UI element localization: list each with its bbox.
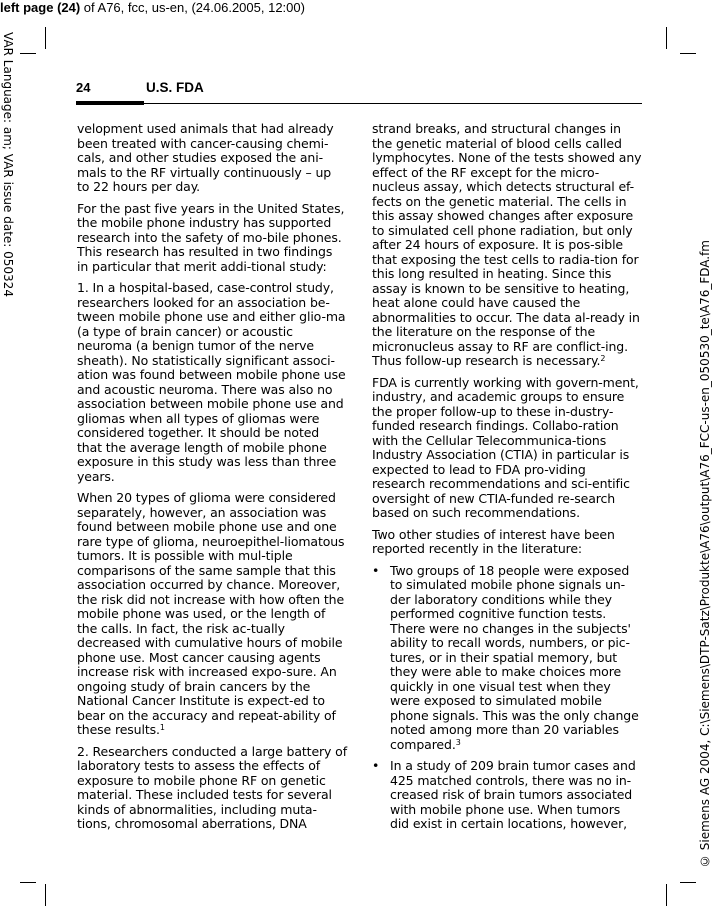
copyright-path-note: © Siemens AG 2004, C:\Siemens\DTP-Satz\Produkte\A76\output\A76_FCC-us-en_050530_te\A76_FDA.fm bbox=[698, 240, 712, 869]
running-header-page-label: left page (24) bbox=[0, 0, 81, 15]
heading-rule-thin bbox=[144, 103, 642, 104]
bullet-icon: • bbox=[372, 562, 380, 578]
left-column bbox=[77, 122, 347, 839]
footnote-ref: 2 bbox=[600, 354, 606, 363]
crop-mark bbox=[45, 27, 46, 49]
paragraph: For the past five years in the United States, the mobile phone industry has supported research into the safety of mo-bile phones. This research has resulted in two findings in particular that merit addi-tional study: bbox=[77, 200, 345, 274]
footnote-ref: 1 bbox=[159, 723, 165, 732]
footnote-ref: 3 bbox=[455, 737, 461, 747]
crop-mark bbox=[666, 884, 667, 906]
paragraph: 1. In a hospital-based, case-control study, researchers looked for an association be-tween mobile phone use and either glio-ma (a type of brain cancer) or acoustic neuroma (a benign tumor of the nerve sheath). No statistically significant associ-ation was found between mobile phone use and acoustic neuroma. There was also no association between mobile phone use and gliomas when all types of gliomas were considered together. It should be noted that the average length of mobile phone exposure in this study was less than three years. bbox=[77, 280, 346, 484]
running-header-details: of A76, fcc, us-en, (24.06.2005, 12:00) bbox=[80, 0, 305, 15]
paragraph: strand breaks, and structural changes in the genetic material of blood cells called lymphocytes. None of the tests showed any effect of the RF except for the micro-nucleus assay, which detects structural ef-fects on the genetic material. The cells in this assay showed changes after exposure to simulated cell phone radiation, but only after 24 hours of exposure. It is pos-sible that exposing the test cells to radia-tion for this long resulted in heating. Since this assay is known to be sensitive to heating, heat alone could have caused the abnormalities to occur. The data al-ready in the literature on the response of the micronucleus assay to RF are conflict-ing. Thus follow-up research is necessary.$^2$ bbox=[372, 121, 642, 368]
paragraph: velopment used animals that had already been treated with cancer-causing chemi-cals, and other studies exposed the ani-mals to the RF virtually continuously – up to 22 hours per day. bbox=[77, 121, 334, 194]
paragraph: 2. Researchers conducted a large battery of laboratory tests to assess the effects of exposure to mobile phone RF on genetic material. These included tests for several kinds of abnormalities, including muta-tions, chromosomal aberrations, DNA bbox=[77, 743, 347, 831]
page-title: U.S. FDA bbox=[146, 80, 204, 95]
bullet-icon: • bbox=[372, 758, 380, 773]
paragraph: FDA is currently working with govern-ment, industry, and academic groups to ensure the proper follow-up to these in-dustry-funded research findings. Collabo-ration with the Cellular Telecommunica-tions Industry Association (CTIA) in particular is expected to lead to FDA pro-viding research recommendations and sci-entific oversight of new CTIA-funded re-search based on such recommendations. bbox=[372, 374, 639, 520]
running-header bbox=[0, 0, 305, 16]
crop-mark bbox=[45, 884, 46, 906]
crop-mark bbox=[20, 53, 36, 54]
page-number: 24 bbox=[76, 80, 91, 95]
list-item: • Two groups of 18 people were exposed to simulated mobile phone signals un-der laboratory conditions while they performed cognitive function tests. There were no changes in the subjects' ability to recall words, numbers, or pic-tures, or in their spatial memory, but they were able to make choices more quickly in one visual test when they were exposed to simulated mobile phone signals. This was the only change noted among more than 20 variables compared.$^3$ bbox=[372, 562, 639, 752]
crop-mark bbox=[680, 53, 696, 54]
list-item: • In a study of 209 brain tumor cases and 425 matched controls, there was no in-creased risk of brain tumors associated with mobile phone use. When tumors did exist in certain locations, however, bbox=[372, 758, 636, 831]
right-column bbox=[372, 122, 642, 839]
paragraph: When 20 types of glioma were considered separately, however, an association was found between mobile phone use and one rare type of glioma, neuroepithel-liomatous tumors. It is possible with mul-tiple comparisons of the same sample that this association occurred by chance. Moreover, the risk did not increase with how often the mobile phone was used, or the length of the calls. In fact, the risk ac-tually decreased with cumulative hours of mobile phone use. Most cancer causing agents increase risk with increased expo-sure. An ongoing study of brain cancers by the National Cancer Institute is expect-ed to bear on the accuracy and repeat-ability of these results.$^1$ bbox=[77, 490, 345, 737]
var-language-note: VAR Language: am; VAR issue date: 050324 bbox=[1, 32, 15, 297]
paragraph: Two other studies of interest have been reported recently in the literature: bbox=[372, 526, 615, 556]
crop-mark bbox=[20, 882, 36, 883]
heading-rule-thick bbox=[76, 101, 144, 105]
crop-mark bbox=[680, 882, 696, 883]
crop-mark bbox=[666, 27, 667, 49]
